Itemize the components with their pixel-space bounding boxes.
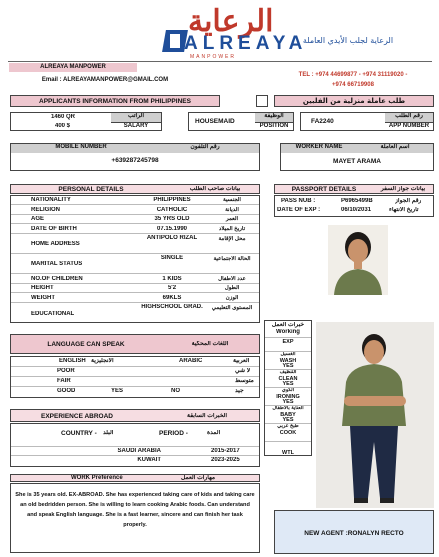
app-number-value: FA2240 [311,118,334,125]
personal-row-label: AGE [31,216,45,222]
personal-row [11,253,259,273]
tel-line-1: TEL : +974 44699877 - +974 31119020 - [298,72,408,78]
personal-row [11,283,259,292]
experience-row [11,455,259,464]
language-arabic: NO [171,388,180,394]
skill-row [265,441,311,457]
salary-usd: 400 $ [55,123,71,129]
personal-row [11,273,259,283]
personal-row-value: ANTIPOLO RIZAL [146,235,198,241]
personal-row-label: NO.OF CHILDREN [31,275,83,282]
logo-english: ALREAYA [184,33,308,54]
personal-row-arabic: تاريخ الميلاد [218,225,246,232]
passport-number-label: PASS NUB : [281,198,316,204]
tagline-arabic: الرعاية لجلب الأيدي العاملة [302,36,394,45]
skill-label: IRONING [276,394,300,400]
skill-row [265,369,311,387]
language-ar: متوسط [235,378,254,384]
app-number-label-arabic: رقم الطلب [385,113,433,122]
language-level: POOR [57,368,75,374]
experience-header: EXPERIENCE ABROAD الخبرات السابقة [10,409,260,422]
new-agent-label: NEW AGENT :RONALYN RECTO [274,510,434,554]
app-number-label: APP NUMBER [385,122,433,131]
personal-row-value: 5'2 [167,285,177,291]
personal-row-value: 07.15.1990 [156,225,188,232]
passport-details [274,195,434,217]
worker-fullbody-photo [316,322,434,508]
personal-row-arabic: الحالة الاجتماعية [213,256,251,262]
personal-row-label: HOME ADDRESS [31,240,80,247]
personal-row [11,233,259,253]
skill-arabic: الغسيل [280,352,296,357]
skill-label: EXP [282,339,294,345]
personal-row-value: PHILIPPINES [153,196,191,203]
salary-box [10,112,162,131]
work-preference-text: She is 35 years old. EX-ABROAD. She has experienced taking care of kids and taking care an old bedridden person. She is willing to learn cooking Arabic foods. Can understand and speak English language. She is a fast learner, sincere and can finish her task properly. [10,483,260,553]
personal-table [10,195,260,323]
language-row [11,376,259,386]
experience-row [11,446,259,455]
salary-label-arabic: الراتب [111,113,161,122]
personal-row-arabic: الجنسية [223,196,241,203]
experience-period: 2023-2025 [211,457,240,463]
personal-row-label: NATIONALITY [31,196,71,203]
passport-number-arabic: رقم الجواز [395,198,422,204]
company-name: ALREAYA MANPOWER [9,63,137,72]
personal-row-value: 69KLS [162,294,182,301]
personal-row [11,196,259,204]
worker-name-box [280,143,434,171]
language-table: ENGLISH الانجليزية ARABIC العربية POOR لا شي FAIR متوسط GOOD YES NO جيد [10,356,260,398]
personal-row-arabic: الوزن [225,294,239,301]
passport-expiry-label: DATE OF EXP : [277,207,321,213]
position-value: HOUSEMAID [195,118,235,125]
skill-label: COOK [279,430,297,436]
personal-row [11,214,259,223]
worker-name-label-arabic: اسم العاملة [357,144,433,153]
language-row [11,386,259,396]
skill-value: YES [282,363,294,369]
language-level: FAIR [57,378,71,384]
skill-row [265,351,311,369]
skill-value: YES [282,417,294,423]
personal-row-label: DATE OF BIRTH [31,225,77,232]
experience-country: SAUDI ARABIA [117,448,161,454]
personal-row-value: 35 YRS OLD [154,216,190,222]
applicants-header-arabic: طلب عاملة منزلية من الفلبين [274,95,434,107]
personal-row-value: HIGHSCHOOL GRAD. [141,304,203,310]
experience-country: KUWAIT [137,457,161,463]
logo [160,4,308,62]
skill-row [265,405,311,423]
skills-column: خبرات العمل Working EXP الغسيل WASH YES التنظيف CLEAN YES الكوي IRONING YES العناية بالأطفال BABY YES طبخ عربي COOK WTL [264,320,312,456]
personal-row-arabic: عدد الأطفال [218,275,246,282]
skill-row [265,423,311,441]
logo-subtitle: MANPOWER [190,54,236,60]
position-box [188,112,294,131]
language-level: GOOD [57,388,76,394]
skill-arabic: الكوي [281,388,295,393]
personal-row-value: 1 KIDS [162,275,182,282]
salary-label: SALARY [111,122,161,131]
personal-row-arabic: الطول [224,285,240,291]
passport-expiry-value: 06/10/2031 [341,207,372,213]
passport-expiry-arabic: تاريخ الانتهاء [389,207,419,213]
language-header: LANGUAGE CAN SPEAK اللغات المحكية [10,334,260,354]
personal-row [11,302,259,324]
email-line: Email : ALREAYAMANPOWER@GMAIL.COM [41,77,169,83]
personal-row-arabic: المستوى التعليمي [211,305,253,311]
experience-table: COUNTRY - البلد PERIOD - المدة SAUDI ARABIA 2015-2017 KUWAIT 2023-2025 [10,423,260,467]
skill-label: CLEAN [278,376,298,382]
skill-label: WASH [279,358,297,364]
skill-arabic: التنظيف [279,370,297,375]
applicants-header: APPLICANTS INFORMATION FROM PHILIPPINES [10,95,220,107]
skill-label: BABY [280,412,296,418]
personal-row-value: CATHOLIC [156,206,188,213]
app-number-box [300,112,434,131]
passport-header: PASSPORT DETAILS بيانات جواز السفر [274,184,434,194]
worker-name-value: MAYET ARAMA [333,158,381,165]
personal-row-value: SINGLE [160,255,184,261]
mobile-value: +639287245798 [111,157,159,164]
personal-row [11,204,259,214]
skill-arabic: العناية بالأطفال [272,406,304,411]
skill-value: YES [282,381,294,387]
language-english: YES [111,388,124,394]
position-label-arabic: الوظيفة [255,113,293,122]
logo-arabic: الرعاية [188,4,274,39]
mobile-label: MOBILE NUMBER [11,144,151,153]
personal-row-label: WEIGHT [31,294,55,301]
passport-number-value: P6965499B [341,198,373,204]
mobile-label-arabic: رقم التلفون [151,144,259,153]
personal-row [11,292,259,302]
tel-line-2: +974 66719908 [332,82,374,88]
skill-value: WTL [282,450,294,456]
skill-row [265,387,311,405]
personal-row-arabic: العمر [225,216,239,222]
worker-headshot-photo [328,225,388,295]
salary-qr: 1460 QR [51,114,76,120]
personal-row-label: HEIGHT [31,285,54,291]
language-row [11,366,259,376]
personal-row-label: EDUCATIONAL [31,310,75,317]
personal-row [11,223,259,233]
skill-value: YES [282,399,294,405]
personal-row-label: RELIGION [31,206,61,213]
language-ar: جيد [235,388,244,394]
experience-period: 2015-2017 [211,448,240,454]
personal-header: PERSONAL DETAILS بيانات صاحب الطلب [10,184,260,194]
skill-arabic: طبخ عربي [277,424,299,429]
language-ar: لا شي [235,368,251,374]
personal-row-label: MARITAL STATUS [31,260,83,267]
mobile-box [10,143,260,171]
position-label: POSITION [255,122,293,131]
personal-row-arabic: الديانة [225,206,239,213]
worker-name-label: WORKER NAME [281,144,357,153]
work-preference-header: WORK Preference مهارات العمل [10,474,260,482]
personal-row-arabic: محل الإقامة [218,236,246,242]
